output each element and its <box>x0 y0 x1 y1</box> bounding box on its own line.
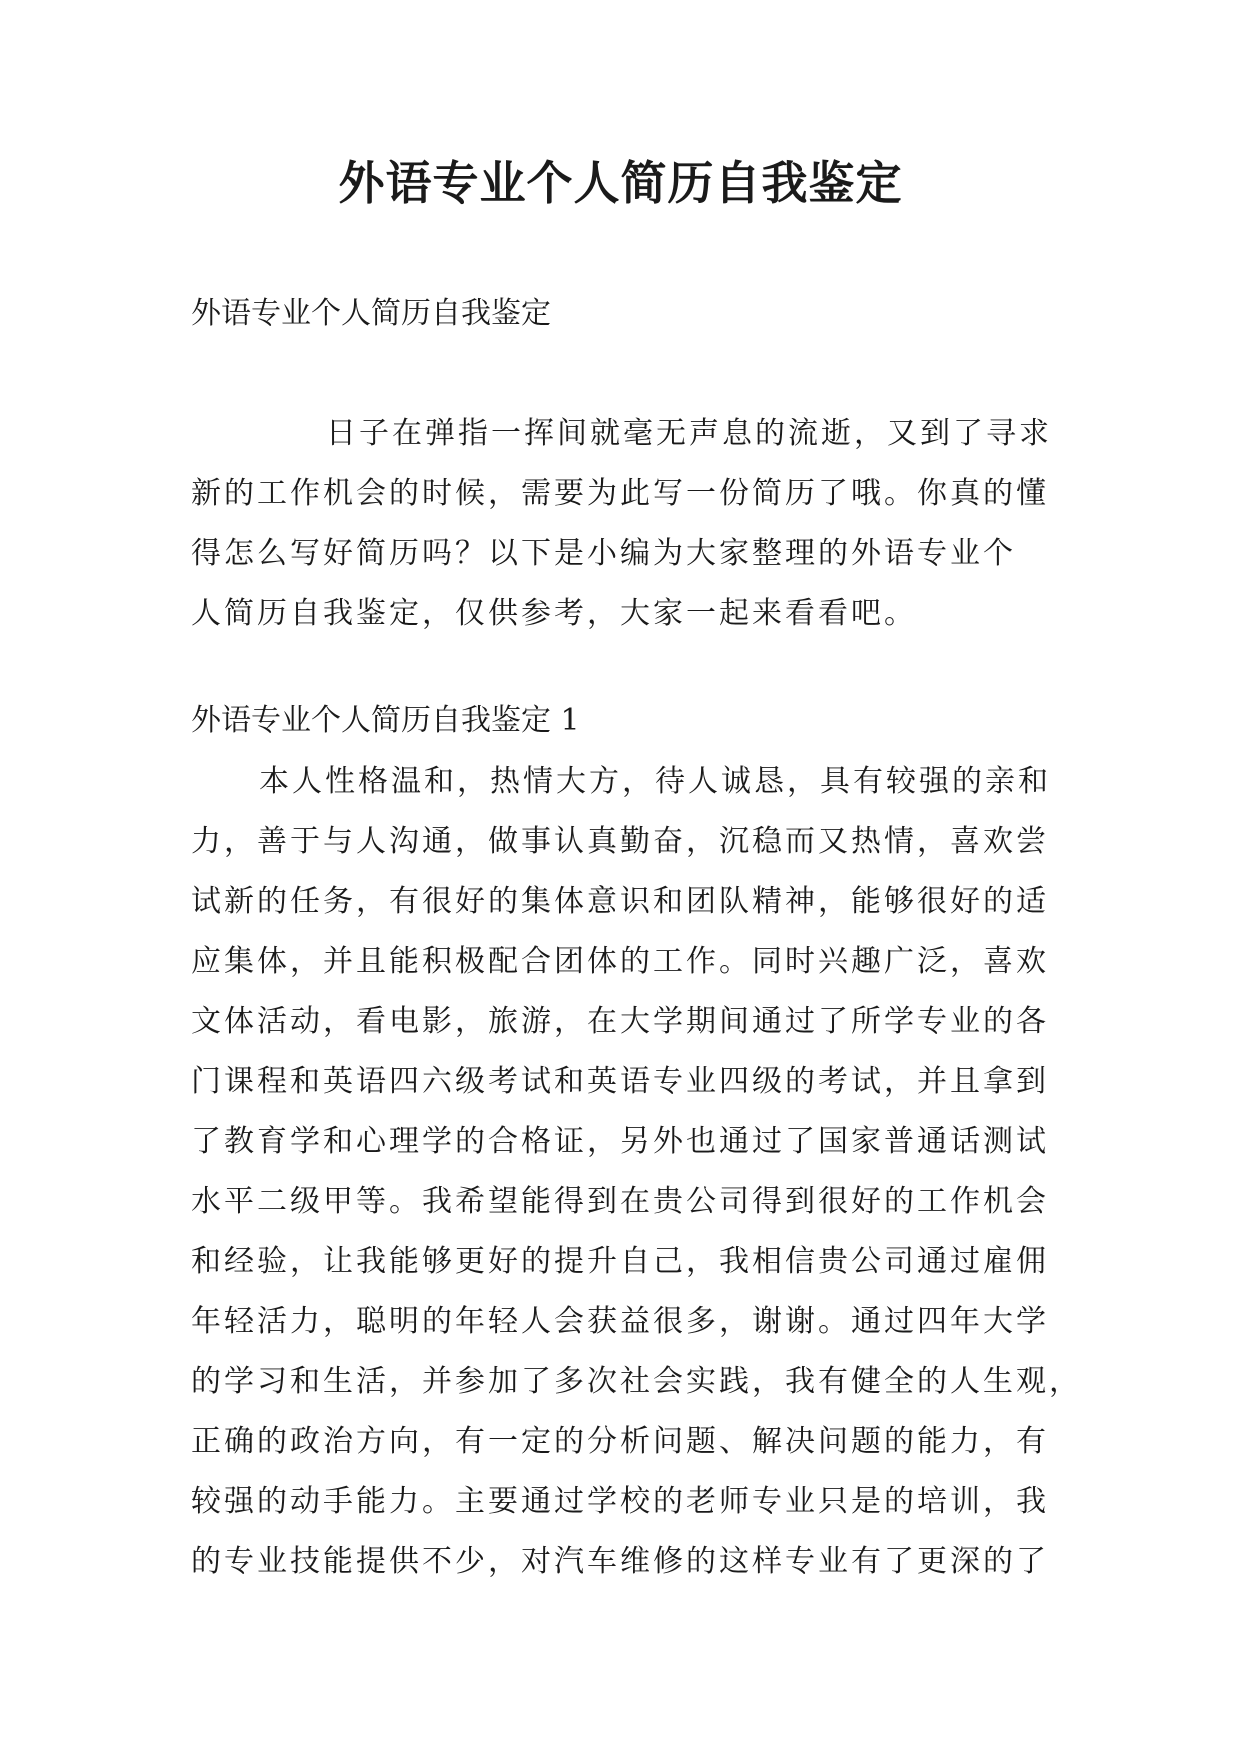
section-paragraph <box>191 752 1082 1592</box>
paragraph-line: 水平二级甲等。我希望能得到在贵公司得到很好的工作机会 <box>191 1184 1049 1219</box>
intro-line: 得怎么写好简历吗？以下是小编为大家整理的外语专业个 <box>191 536 1016 571</box>
intro-paragraph <box>191 404 1061 644</box>
paragraph-line: 年轻活力，聪明的年轻人会获益很多，谢谢。通过四年大学 <box>191 1304 1049 1339</box>
intro-line: 人简历自我鉴定，仅供参考，大家一起来看看吧。 <box>191 596 917 631</box>
paragraph-line: 文体活动，看电影，旅游，在大学期间通过了所学专业的各 <box>191 1004 1049 1039</box>
paragraph-line: 试新的任务，有很好的集体意识和团队精神，能够很好的适 <box>191 884 1049 919</box>
section-heading: 外语专业个人简历自我鉴定 1 <box>191 703 580 738</box>
paragraph-line: 的专业技能提供不少，对汽车维修的这样专业有了更深的了 <box>191 1544 1049 1579</box>
paragraph-line: 和经验，让我能够更好的提升自己，我相信贵公司通过雇佣 <box>191 1244 1049 1279</box>
intro-line: 日子在弹指一挥间就毫无声息的流逝，又到了寻求 <box>326 416 1052 451</box>
page-title: 外语专业个人简历自我鉴定 <box>338 156 903 210</box>
paragraph-line: 力，善于与人沟通，做事认真勤奋，沉稳而又热情，喜欢尝 <box>191 824 1049 859</box>
paragraph-line: 较强的动手能力。主要通过学校的老师专业只是的培训，我 <box>191 1484 1049 1519</box>
document-subtitle: 外语专业个人简历自我鉴定 <box>191 296 551 331</box>
intro-line: 新的工作机会的时候，需要为此写一份简历了哦。你真的懂 <box>191 476 1049 511</box>
paragraph-line: 了教育学和心理学的合格证，另外也通过了国家普通话测试 <box>191 1124 1049 1159</box>
paragraph-line: 应集体，并且能积极配合团体的工作。同时兴趣广泛，喜欢 <box>191 944 1049 979</box>
paragraph-line: 正确的政治方向，有一定的分析问题、解决问题的能力，有 <box>191 1424 1049 1459</box>
paragraph-line: 本人性格温和，热情大方，待人诚恳，具有较强的亲和 <box>259 764 1051 799</box>
paragraph-line: 的学习和生活，并参加了多次社会实践，我有健全的人生观， <box>191 1364 1082 1399</box>
paragraph-line: 门课程和英语四六级考试和英语专业四级的考试，并且拿到 <box>191 1064 1049 1099</box>
